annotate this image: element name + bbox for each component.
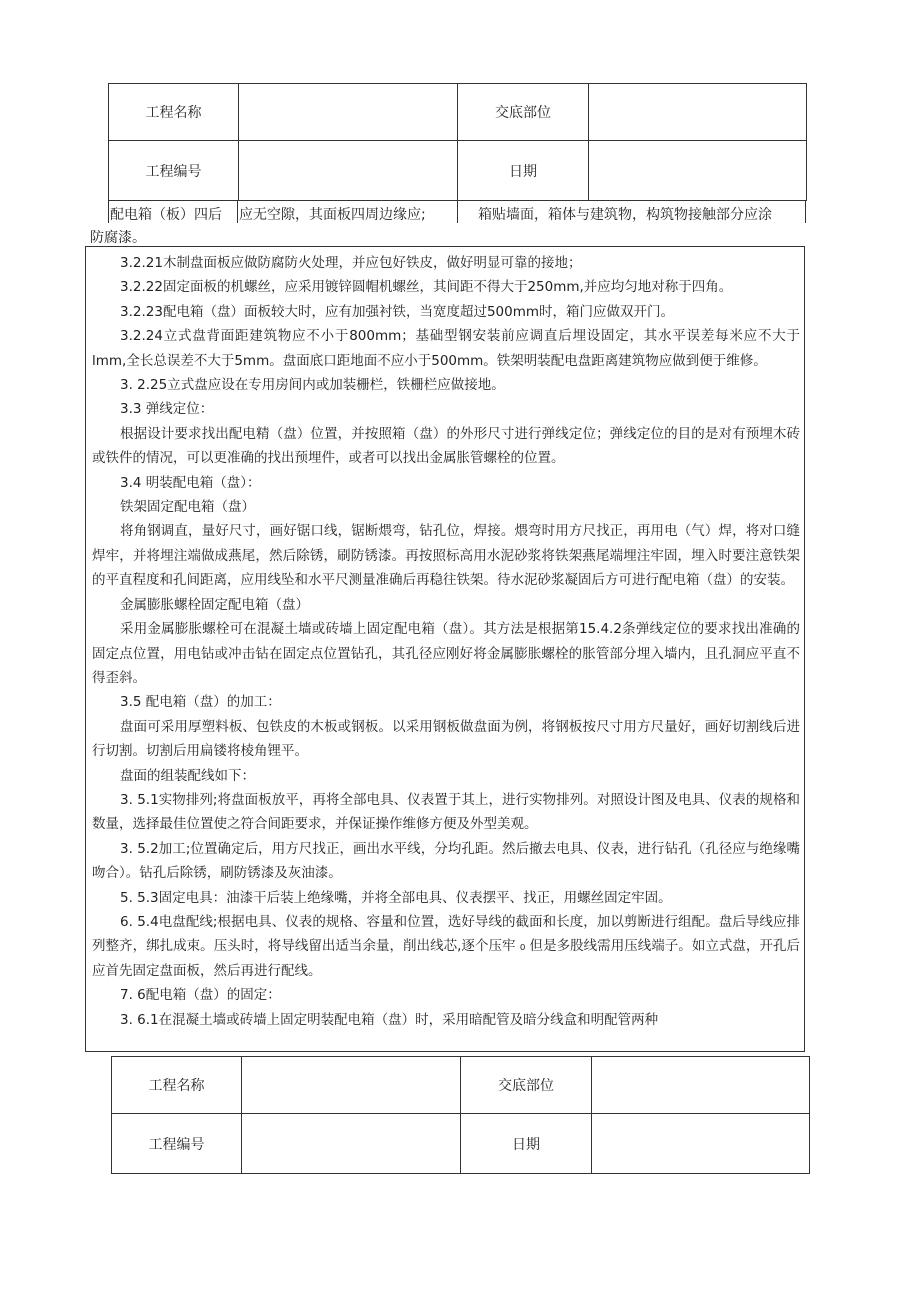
date-value [589,141,807,201]
paragraph: 采用金属膨胀螺栓可在混凝土墙或砖墙上固定配电箱（盘）。其方法是根据第15.4.2条弹线定位的要求找出准确的固定点位置，用电钻或冲击钻在固定点位置钻孔，其孔径应刚好将金属膨胀螺栓的胀管部分埋入墙内，且孔洞应平直不得歪斜。 [92,621,800,686]
sub-heading: 金属膨胀螺栓固定配电箱（盘） [120,596,309,613]
section-heading: 7. 6配电箱（盘）的固定： [120,987,281,1004]
paragraph: 3. 5.2加工;位置确定后，用方尺找正，画出水平线，分均孔距。然后撤去电具、仪表，进行钻孔（孔径应与绝缘嘴吻合）。钻孔后除锈，刷防锈漆及灰油漆。 [92,840,800,882]
date-label: 日期 [461,1114,592,1174]
paragraph: 3.2.23配电箱（盘）面板较大时，应有加强衬铁，当宽度超过500mm时，箱门应做双开门。 [120,303,675,320]
handover-part-label: 交底部位 [458,84,589,141]
project-name-label: 工程名称 [112,1057,242,1114]
paragraph: 3. 2.25立式盘应设在专用房间内或加装栅栏，铁栅栏应做接地。 [120,377,505,394]
fragment-cell-3: 箱贴墙面，箱体与建筑物，构筑物接触部分应涂 [478,207,772,223]
handover-part-value [589,84,807,141]
sub-heading: 铁架固定配电箱（盘） [120,499,255,516]
header-table-bottom [111,1056,810,1174]
paragraph: 3. 5.1实物排列;将盘面板放平，再将全部电具、仪表置于其上，进行实物排列。对照设计图及电具、仪表的规格和数量，选择最佳位置使之符合间距要求，并保证操作维修方便及外型美观。 [92,791,800,833]
project-no-value [239,141,458,201]
fragment-tail: 防腐漆。 [90,230,146,246]
fragment-divider [237,201,238,223]
paragraph: 6. 5.4电盘配线;根据电具、仪表的规格、容量和位置，选好导线的截面和长度，加以剪断进行组配。盘后导线应排列整齐，绑扎成束。压头时，将导线留出适当余量，削出线芯,逐个压牢 ₀ 但是多股线需用压线端子。如立式盘，开孔后应首先固定盘面板，然后再进行配线。 [92,913,800,979]
project-no-label: 工程编号 [109,141,239,201]
header-table-top [108,83,807,201]
fragment-cell-1: 配电箱（板）四后 [110,207,222,223]
project-no-value [242,1114,461,1174]
section-heading: 3.5 配电箱（盘）的加工： [120,694,281,711]
paragraph: 3.2.24立式盘背面距建筑物应不小于800mm；基础型钢安装前应调直后埋设固定，其水平误差每米应不大于lmm,全长总误差不大于5mm。盘面底口距地面不应小于500mm。铁架明装配电盘距离建筑物应做到便于维修。 [92,328,800,369]
paragraph: 根据设计要求找出配电精（盘）位置，并按照箱（盘）的外形尺寸进行弹线定位；弹线定位的目的是对有预埋木砖或铁件的情况，可以更准确的找出预埋件，或者可以找出金属胀管螺栓的位置。 [92,425,800,467]
date-value [592,1114,810,1174]
fragment-divider [457,201,458,223]
handover-part-label: 交底部位 [461,1057,592,1114]
content-box [85,246,805,1052]
paragraph: 3.2.22固定面板的机螺丝，应采用镀锌圆帽机螺丝，其间距不得大于250mm,并应均匀地对称于四角。 [120,279,733,296]
paragraph: 3.2.21木制盘面板应做防腐防火处理，并应包好铁皮，做好明显可靠的接地； [120,255,582,271]
section-heading: 3.4 明装配电箱（盘）： [120,474,261,491]
section-heading: 3.3 弹线定位： [120,401,214,418]
fragment-cell-2: 应无空隙，其面板四周边缘应; [239,207,426,223]
date-label: 日期 [458,141,589,201]
paragraph: 盘面可采用厚塑料板、包铁皮的木板或钢板。以采用钢板做盘面为例，将钢板按尺寸用方尺量好，画好切割线后进行切割。切割后用扁镂将棱角锂平。 [92,718,800,760]
project-no-label: 工程编号 [112,1114,242,1174]
fragment-divider [108,201,109,223]
paragraph: 将角钢调直，量好尺寸，画好锯口线，锯断煨弯，钻孔位，焊接。煨弯时用方尺找正，再用电（气）焊，将对口缝焊牢，并将埋注端做成燕尾，然后除锈，刷防锈漆。再按照标高用水泥砂浆将铁架燕尾端埋注牢固，埋入时要注意铁架的平直程度和孔间距离，应用线坠和水平尺测量准确后再稳往铁架。待水泥砂浆凝固后方可进行配电箱（盘）的安装。 [92,523,800,589]
paragraph: 5. 5.3固定电具：油漆干后装上绝缘嘴，并将全部电具、仪表摆平、找正，用螺丝固定牢固。 [120,889,672,906]
project-name-value [239,84,458,141]
project-name-label: 工程名称 [109,84,239,141]
sub-heading: 盘面的组装配线如下： [120,767,255,784]
project-name-value [242,1057,461,1114]
handover-part-value [592,1057,810,1114]
fragment-divider [805,201,806,223]
paragraph: 3. 6.1在混凝土墙或砖墙上固定明装配电箱（盘）时，采用暗配管及暗分线盒和明配管两种 [120,1011,659,1028]
